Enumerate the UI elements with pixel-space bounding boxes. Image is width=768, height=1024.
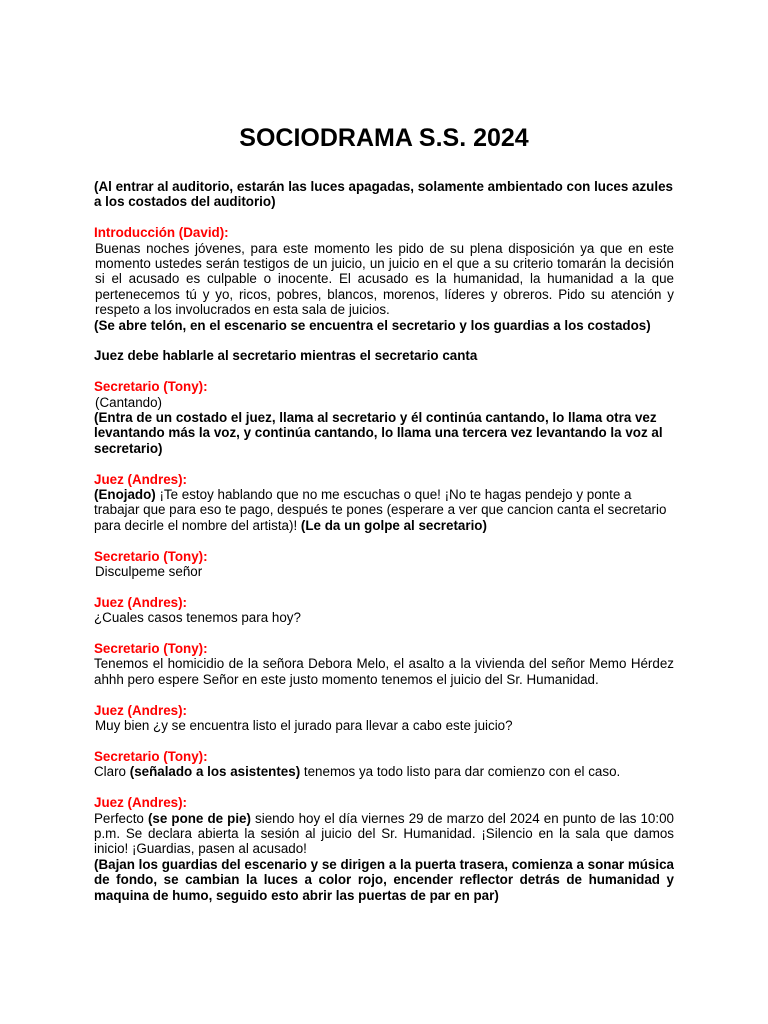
- dialogue-juez-2: ¿Cuales casos tenemos para hoy?: [94, 610, 301, 626]
- speaker-juez-3: Juez (Andres):: [94, 702, 188, 718]
- dialogue-juez-4-a: Perfecto: [94, 810, 148, 826]
- director-note: Juez debe hablarle al secretario mientras el secretario canta: [94, 348, 478, 364]
- dialogue-juez-4: [94, 811, 674, 857]
- dialogue-introduccion: Buenas noches jóvenes, para este momento les pido de su plena disposición ya que en este momento ustedes serán testigos de un juicio, un juicio en el que a su criterio tomarán la decisión si el acusado es culpable o inocente. El acusado es la humanidad, la humanidad a la que pertenecemos tú y yo, ricos, pobres, blancos, morenos, líderes y obreros. Pido su atención y respeto a los involucrados en esta sala de juicios.: [95, 240, 674, 318]
- speaker-secretario-4: Secretario (Tony):: [94, 748, 208, 764]
- speaker-juez-4: Juez (Andres):: [94, 795, 188, 811]
- dialogue-juez-4-b: siendo hoy el día viernes 29 de marzo del 2024 en punto de las 10:00 p.m. Se declara abierta la sesión al juicio del Sr. Humanidad. ¡Silencio en la sala que damos inicio! ¡Guardias, pasen al acusado!: [94, 810, 674, 857]
- speaker-secretario-2: Secretario (Tony):: [94, 548, 208, 564]
- dialogue-secretario-2: Disculpeme señor: [95, 564, 203, 580]
- document-title: SOCIODRAMA S.S. 2024: [239, 124, 529, 152]
- dialogue-juez-1-text: ¡Te estoy hablando que no me escuchas o que! ¡No te hagas pendejo y ponte a trabajar que para eso te pago, después te pones (esperare a ver que cancion canta el secretario para decirle el nombre del artista)!: [94, 487, 667, 533]
- stage-direction-juez-entra: (Entra de un costado el juez, llama al secretario y él continúa cantando, lo llama otra vez levantando más la voz, y continúa cantando, lo llama una tercera vez levantando la voz al secretario): [94, 410, 663, 456]
- speaker-juez-1: Juez (Andres):: [94, 471, 188, 487]
- dialogue-secretario-4-a: Claro: [94, 764, 130, 780]
- dialogue-juez-1: [94, 487, 674, 533]
- dialogue-secretario-3: Tenemos el homicidio de la señora Debora Melo, el asalto a la vivienda del señor Memo Hérdez ahhh pero espere Señor en este justo momento tenemos el juicio del Sr. Humanidad.: [94, 656, 674, 687]
- stage-senalado: (señalado a los asistentes): [129, 764, 301, 780]
- script-body: [94, 179, 674, 903]
- speaker-introduccion: Introducción (David):: [94, 225, 229, 241]
- stage-enojado: (Enojado): [94, 487, 156, 503]
- dialogue-secretario-4-b: tenemos ya todo listo para dar comienzo con el caso.: [300, 764, 621, 780]
- speaker-secretario-3: Secretario (Tony):: [94, 641, 208, 657]
- stage-direction-opening: (Al entrar al auditorio, estarán las luces apagadas, solamente ambientado con luces azules a los costados del auditorio): [94, 179, 673, 210]
- dialogue-secretario-4: [94, 764, 674, 779]
- stage-direction-telon: (Se abre telón, en el escenario se encuentra el secretario y los guardias a los costados): [94, 317, 651, 333]
- dialogue-secretario-1: (Cantando): [95, 394, 162, 410]
- stage-pone-de-pie: (se pone de pie): [147, 810, 251, 826]
- speaker-juez-2: Juez (Andres):: [94, 594, 188, 610]
- dialogue-juez-3: Muy bien ¿y se encuentra listo el jurado para llevar a cabo este juicio?: [95, 718, 513, 734]
- speaker-secretario-1: Secretario (Tony):: [94, 379, 208, 395]
- stage-direction-guardias: (Bajan los guardias del escenario y se dirigen a la puerta trasera, comienza a sonar música de fondo, se cambian la luces a color rojo, encender reflector detrás de humanidad y maquina de humo, seguido esto abrir las puertas de par en par): [94, 856, 674, 903]
- stage-golpe: (Le da un golpe al secretario): [300, 517, 487, 533]
